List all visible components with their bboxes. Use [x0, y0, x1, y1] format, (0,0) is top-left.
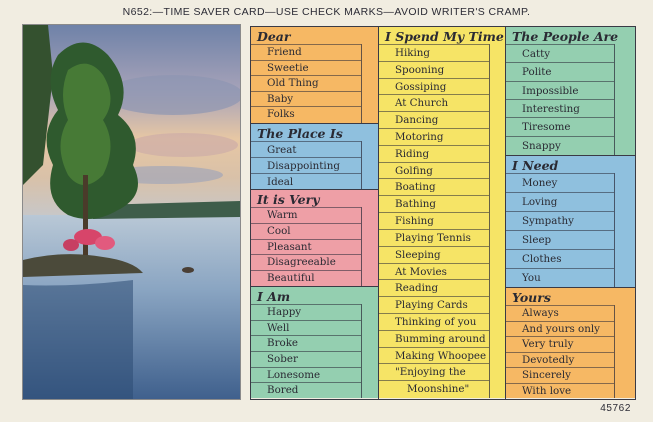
checklist-item[interactable]: Polite: [506, 62, 614, 80]
checklist-item[interactable]: Sympathy: [506, 211, 614, 230]
checklist-item[interactable]: "Enjoying the: [379, 363, 489, 380]
check-column-divider: [361, 44, 362, 123]
checklist-item[interactable]: Golfing: [379, 162, 489, 179]
checklist-item[interactable]: Bumming around: [379, 330, 489, 347]
checklist-item[interactable]: Bathing: [379, 195, 489, 212]
section-the-people-are: [506, 27, 635, 155]
checklist-item[interactable]: And yours only: [506, 321, 614, 337]
card-header: N652:—TIME SAVER CARD—USE CHECK MARKS—AVOID WRITER'S CRAMP.: [122, 6, 531, 18]
lake-scene-illustration: [22, 24, 241, 400]
checklist-item[interactable]: Reading: [379, 279, 489, 296]
section-i-need: [506, 155, 635, 287]
section-i-spend-my-time: [379, 27, 506, 398]
section-title: The People Are: [512, 29, 619, 44]
check-column-divider: [361, 141, 362, 189]
section-title: The Place Is: [257, 126, 343, 141]
checklist-item[interactable]: Dancing: [379, 111, 489, 128]
checklist-item[interactable]: With love: [506, 383, 614, 399]
checklist-item[interactable]: Sleeping: [379, 246, 489, 263]
section-title: Yours: [512, 290, 551, 305]
checklist-item[interactable]: Baby: [251, 91, 361, 107]
section-dear: [251, 27, 378, 123]
checklist-item[interactable]: Playing Tennis: [379, 229, 489, 246]
checklist-item[interactable]: Disagreeable: [251, 254, 361, 270]
checklist-item[interactable]: Clothes: [506, 249, 614, 268]
check-column-divider: [489, 44, 490, 398]
section-title: I Am: [257, 289, 291, 304]
checklist-item[interactable]: Riding: [379, 145, 489, 162]
checklist-item[interactable]: At Church: [379, 94, 489, 111]
section-title: I Spend My Time: [385, 29, 504, 44]
section-yours: [506, 287, 635, 398]
checklist-item[interactable]: Playing Cards: [379, 296, 489, 313]
checklist-item[interactable]: Catty: [506, 44, 614, 62]
checklist-item[interactable]: Friend: [251, 44, 361, 60]
card-column: [251, 27, 378, 399]
card-code: 45762: [600, 403, 631, 414]
checklist-item[interactable]: Hiking: [379, 44, 489, 61]
section-the-place-is: [251, 123, 378, 189]
check-column-divider: [361, 207, 362, 286]
checklist-item[interactable]: Very truly: [506, 336, 614, 352]
section-title: It is Very: [257, 192, 320, 207]
checklist-item[interactable]: Impossible: [506, 81, 614, 99]
checklist-item[interactable]: Sober: [251, 351, 361, 367]
section-i-am: [251, 286, 378, 398]
check-column-divider: [614, 305, 615, 398]
checklist-item[interactable]: Cool: [251, 223, 361, 239]
card-column: [378, 27, 506, 399]
checklist-item[interactable]: Moonshine": [379, 380, 489, 397]
checklist-item[interactable]: Warm: [251, 207, 361, 223]
check-column-divider: [614, 173, 615, 287]
section-title: Dear: [257, 29, 291, 44]
checklist-item[interactable]: Old Thing: [251, 75, 361, 91]
checklist-item[interactable]: At Movies: [379, 263, 489, 280]
checklist-item[interactable]: Money: [506, 173, 614, 192]
checklist-item[interactable]: Ideal: [251, 173, 361, 189]
checklist-item[interactable]: Interesting: [506, 99, 614, 117]
checklist-item[interactable]: Happy: [251, 304, 361, 320]
checklist-card: [250, 26, 636, 400]
checklist-item[interactable]: Sincerely: [506, 367, 614, 383]
section-it-is-very: [251, 189, 378, 286]
card-column: [505, 27, 635, 399]
checklist-item[interactable]: Lonesome: [251, 367, 361, 383]
checklist-item[interactable]: Boating: [379, 178, 489, 195]
checklist-item[interactable]: Motoring: [379, 128, 489, 145]
checklist-item[interactable]: Thinking of you: [379, 313, 489, 330]
checklist-item[interactable]: Beautiful: [251, 270, 361, 286]
checklist-item[interactable]: Spooning: [379, 61, 489, 78]
checklist-item[interactable]: Sleep: [506, 230, 614, 249]
checklist-item[interactable]: Devotedly: [506, 352, 614, 368]
checklist-item[interactable]: Disappointing: [251, 157, 361, 173]
checklist-item[interactable]: Sweetie: [251, 60, 361, 76]
checklist-item[interactable]: Loving: [506, 192, 614, 211]
checklist-item[interactable]: Tiresome: [506, 117, 614, 135]
section-title: I Need: [512, 158, 559, 173]
checklist-item[interactable]: Snappy: [506, 136, 614, 154]
checklist-item[interactable]: Broke: [251, 335, 361, 351]
checklist-item[interactable]: Pleasant: [251, 239, 361, 255]
check-column-divider: [361, 304, 362, 398]
checklist-item[interactable]: Making Whoopee: [379, 347, 489, 364]
checklist-item[interactable]: Well: [251, 320, 361, 336]
lake-scene-svg: [23, 25, 241, 400]
checklist-item[interactable]: Fishing: [379, 212, 489, 229]
checklist-item[interactable]: Gossiping: [379, 78, 489, 95]
checklist-item[interactable]: Folks: [251, 106, 361, 122]
check-column-divider: [614, 44, 615, 155]
checklist-item[interactable]: Always: [506, 305, 614, 321]
checklist-item[interactable]: Great: [251, 141, 361, 157]
checklist-item[interactable]: You: [506, 268, 614, 287]
checklist-item[interactable]: Bored: [251, 382, 361, 398]
